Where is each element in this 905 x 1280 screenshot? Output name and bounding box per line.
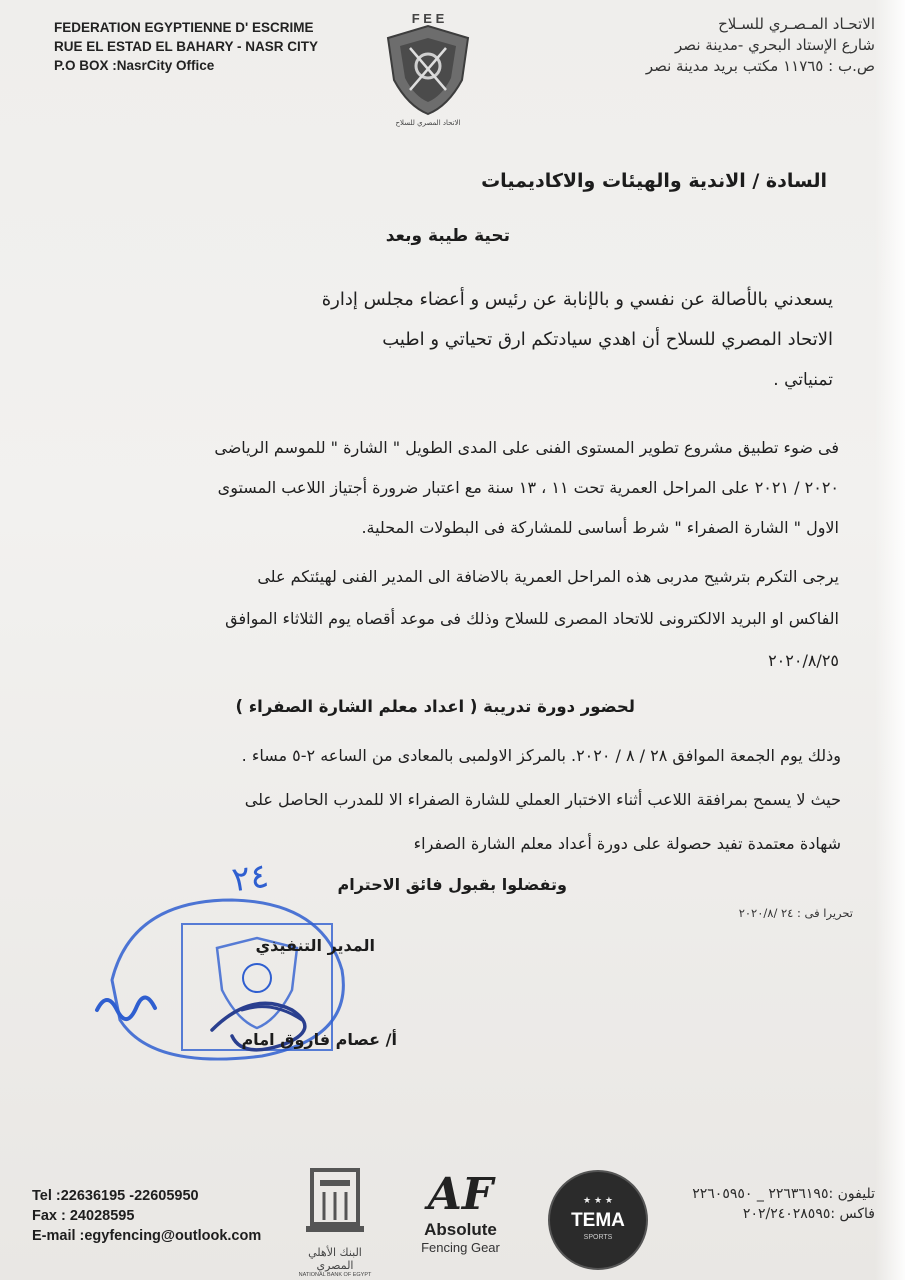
header-ar-line-3: ص.ب : ١١٧٦٥ مكتب بريد مدينة نصر <box>645 57 875 75</box>
nbe-building-icon <box>290 1166 380 1242</box>
nbe-name-ar: البنك الأهلي المصري <box>308 1246 362 1272</box>
letter-addressee: السادة / الاندية والهيئات والاكاديميات <box>481 170 827 192</box>
project-line-3: الاول " الشارة الصفراء " شرط أساسى للمشاركة فى البطولات المحلية. <box>361 518 839 537</box>
intro-line-1: يسعدني بالأصالة عن نفسي و بالإنابة عن رئيس و أعضاء مجلس إدارة <box>321 289 833 310</box>
footer-contact-en <box>32 1186 261 1246</box>
logo-caption: الاتحاد المصري للسلاح <box>395 119 461 127</box>
af-name: Absolute <box>424 1220 497 1239</box>
tema-logo <box>548 1170 648 1270</box>
request-line-1: يرجى التكرم بترشيح مدربى هذه المراحل العمرية بالاضافة الى المدير الفنى لهيئتكم على <box>257 567 839 586</box>
header-address-en <box>54 18 354 75</box>
letter-greeting: تحية طيبة وبعد <box>385 226 510 246</box>
footer-ar-tel: تليفون :٢٢٦٣٦١٩٥ _ ٢٢٦٠٥٩٥٠ <box>692 1186 875 1202</box>
details-line-2: حيث لا يسمح بمرافقة اللاعب أثناء الاختبار العملي للشارة الصفراء الا للمدرب الحاصل على <box>244 790 841 809</box>
details-line-1: وذلك يوم الجمعة الموافق ٢٨ / ٨ / ٢٠٢٠. بالمركز الاولمبى بالمعادى من الساعه ٢-٥ مساء . <box>241 746 841 765</box>
af-sub: Fencing Gear <box>421 1240 500 1255</box>
course-title: لحضور دورة تدريبة ( اعداد معلم الشارة الصفراء ) <box>235 697 635 716</box>
header-ar-line-2: شارع الإستاد البحري -مدينة نصر <box>675 36 875 54</box>
footer-tel: Tel :22636195 -22605950 <box>32 1188 199 1204</box>
date-note: تحريرا فى : ٢٤ /٢٠٢٠/٨ <box>738 906 853 920</box>
footer-email: E-mail :egyfencing@outlook.com <box>32 1228 262 1244</box>
project-paragraph <box>214 428 839 548</box>
signatory-name: أ/ عصام فاروق امام <box>241 1030 397 1049</box>
header-address-ar <box>545 14 875 77</box>
footer-contact-ar <box>692 1184 875 1224</box>
signatory-title: المدير التنفيذي <box>255 936 375 955</box>
footer-fax: Fax : 24028595 <box>32 1208 135 1224</box>
header-en-line-3: P.O BOX :NasrCity Office <box>54 58 215 73</box>
nbe-name-en: NATIONAL BANK OF EGYPT <box>298 1272 372 1278</box>
absolute-fencing-logo <box>408 1170 513 1272</box>
handwritten-number: ٢٤ <box>229 855 272 901</box>
footer-ar-fax: فاكس :٢٠٢/٢٤٠٢٨٥٩٥ <box>742 1206 875 1222</box>
project-line-1: فى ضوء تطبيق مشروع تطوير المستوى الفنى على المدى الطويل " الشارة " للموسم الرياضى <box>214 438 839 457</box>
header-ar-line-1: الاتحـاد المـصـري للسـلاح <box>718 15 875 33</box>
intro-line-3: تمنياتي . <box>773 370 833 390</box>
federation-logo <box>378 10 478 130</box>
request-line-2: الفاكس او البريد الالكترونى للاتحاد المصرى للسلاح وذلك فى موعد أقصاه يوم الثلاثاء الموافق <box>225 609 839 628</box>
header-en-line-1: FEDERATION EGYPTIENNE D' ESCRIME <box>54 20 314 35</box>
request-line-3: ٢٠٢٠/٨/٢٥ <box>768 651 839 670</box>
af-mark: AF <box>427 1169 494 1220</box>
tema-stars: ★ ★ ★ <box>583 1196 613 1206</box>
tema-name: TEMA <box>571 1210 625 1231</box>
header-en-line-2: RUE EL ESTAD EL BAHARY - NASR CITY <box>54 39 319 54</box>
tema-sub: SPORTS <box>583 1234 613 1241</box>
project-line-2: ٢٠٢٠ / ٢٠٢١ على المراحل العمرية تحت ١١ ، ١٣ سنة مع اعتبار ضرورة أجتياز اللاعب المستوى <box>217 478 839 497</box>
intro-line-2: الاتحاد المصري للسلاح أن اهدي سيادتكم ارق تحياتي و اطيب <box>382 329 833 350</box>
request-paragraph <box>225 556 839 682</box>
nbe-logo <box>290 1166 380 1278</box>
closing-line: وتفضلوا بقبول فائق الاحترام <box>337 875 567 894</box>
intro-paragraph <box>322 284 833 396</box>
details-line-3: شهادة معتمدة تفيد حصولة على دورة أعداد معلم الشارة الصفراء <box>413 834 841 853</box>
details-paragraph <box>242 734 841 866</box>
logo-letters: F E E <box>411 11 445 26</box>
